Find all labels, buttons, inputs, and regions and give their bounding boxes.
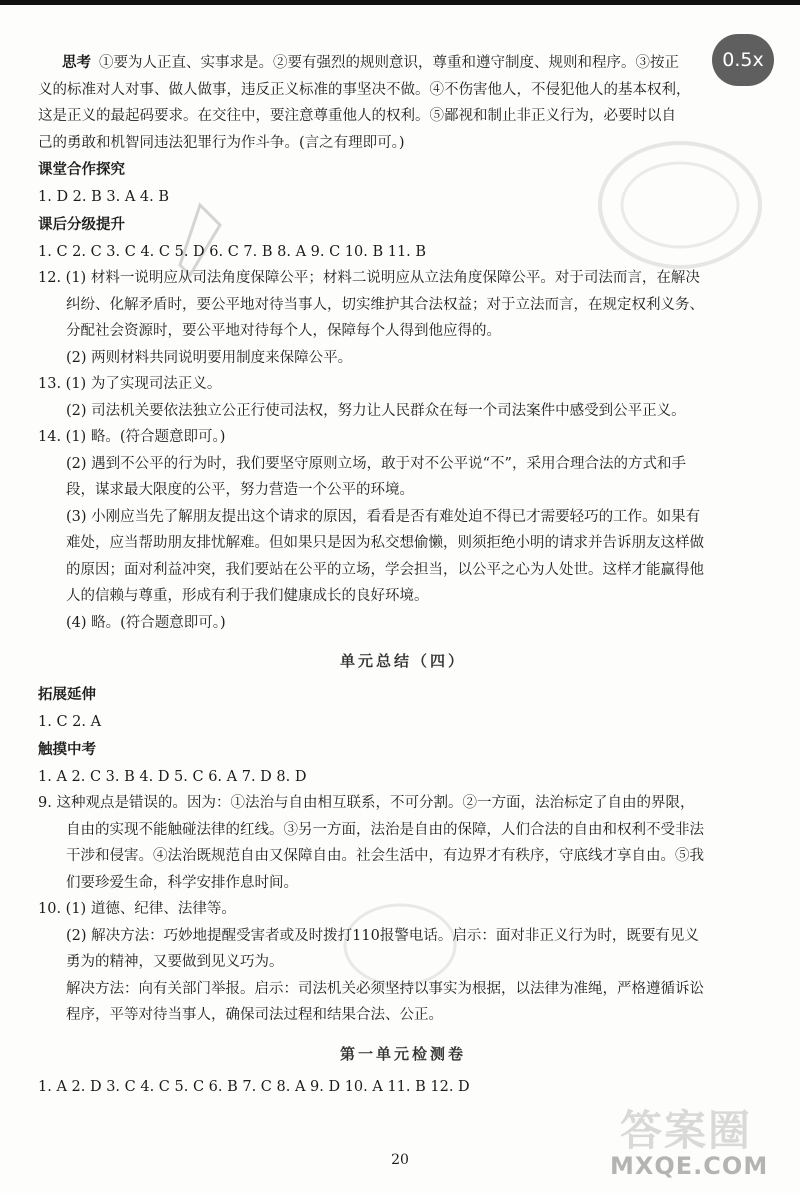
q9-line: 们要珍爱生命，科学安排作息时间。 [66,874,298,891]
q14-line: 人的信赖与尊重，形成有利于我们健康成长的良好环境。 [66,588,429,604]
q12-line: 12. (1) 材料一说明应从司法角度保障公平；材料二说明应从立法角度保障公平。对于司法而言，在解决 [38,270,700,286]
q14-line: 的原因；面对利益冲突，我们要站在公平的立场，学会担当，以公平之心为人处世。这样才能赢得他 [66,561,704,578]
answer-line: 1. D 2. B 3. A 4. B [38,189,170,205]
q9-line: 9. 这种观点是错误的。因为：①法治与自由相互联系，不可分割。②一方面，法治标定了自由的界限， [38,795,695,811]
page-number: 20 [391,1152,409,1168]
answer-line: 1. C 2. C 3. C 4. C 5. D 6. C 7. B 8. A 9. C 10. B 11. B [38,243,427,260]
unit-summary-title: 单元总结（四） [339,652,466,670]
q10-line: (2) 解决方法：巧妙地提醒受害者或及时拨打110报警电话。启示：面对非正义行为时，既要有见义 [66,927,699,944]
q14-line: (3) 小刚应当先了解朋友提出这个请求的原因，看看是否有难处迫不得已才需要轻巧的工作。如果有 [66,508,701,525]
zoom-badge[interactable]: 0.5x [712,34,774,86]
top-border [0,0,800,5]
think-label: 思考 [62,55,91,71]
q10-line: 解决方法：向有关部门举报。启示：司法机关必须坚持以事实为根据，以法律为准绳，严格遵循诉讼 [66,980,704,997]
section-heading: 触摸中考 [38,741,96,758]
answer-line: 1. C 2. A [38,714,102,730]
q14-line: (2) 遇到不公平的行为时，我们要坚守原则立场，敢于对不公平说“不”，采用合理合法的方式和手 [66,455,686,472]
think-line: 这是正义的最起码要求。在交往中，要注意尊重他人的权利。⑤鄙视和制止非正义行为，必要时以自 [38,108,676,124]
q9-line: 自由的实现不能触碰法律的红线。③另一方面，法治是自由的保障，人们合法的自由和权利不受非法 [66,821,704,838]
think-line: 己的勇敢和机智同违法犯罪行为作斗争。(言之有理即可。) [38,134,405,151]
think-line: 义的标准对人对事、做人做事，违反正义标准的事坚决不做。④不伤害他人，不侵犯他人的基本权利， [38,81,691,98]
q13-line: (2) 司法机关要依法独立公正行使司法权，努力让人民群众在每一个司法案件中感受到公平正义。 [66,402,686,419]
q9-line: 干涉和侵害。④法治既规范自由又保障自由。社会生活中，有边界才有秩序，守底线才享自由。⑤我 [66,848,704,864]
q14-line: 段，谋求最大限度的公平，努力营造一个公平的环境。 [66,482,414,498]
section-heading: 课后分级提升 [38,216,125,233]
q14-line: 难处，应当帮助朋友排忧解难。但如果只是因为私交想偷懒，则须拒绝小明的请求并告诉朋友这样做 [66,535,704,551]
q12-line: 分配社会资源时，要公平地对待每个人，保障每个人得到他应得的。 [66,323,501,339]
q10-line: 程序，平等对待当事人，确保司法过程和结果合法、公正。 [66,1007,443,1023]
site-watermark: MXQE.COM [610,1152,769,1180]
answer-line: 1. A 2. D 3. C 4. C 5. C 6. B 7. C 8. A 9. D 10. A 11. B 12. D [38,1078,470,1095]
q13-line: 13. (1) 为了实现司法正义。 [38,376,222,392]
q12-line: 纠纷、化解矛盾时，要公平地对待当事人，切实维护其合法权益；对于立法而言，在规定权利义务、 [66,296,704,313]
q14-line: 14. (1) 略。(符合题意即可。) [38,429,226,445]
unit-test-title: 第一单元检测卷 [339,1044,466,1063]
q10-line: 10. (1) 道德、纪律、法律等。 [38,901,236,917]
think-paragraph [38,50,768,77]
q14-line: (4) 略。(符合题意即可。) [66,614,226,631]
section-heading: 拓展延伸 [38,687,96,703]
q10-line: 勇为的精神，又要做到见义巧为。 [66,954,284,970]
section-heading: 课堂合作探究 [38,162,125,178]
answer-line: 1. A 2. C 3. B 4. D 5. C 6. A 7. D 8. D [38,768,307,785]
brand-watermark: 答案圈 [620,1106,753,1155]
answer-page [38,50,768,1100]
q12-line: (2) 两则材料共同说明要用制度来保障公平。 [66,349,353,366]
think-line: ①要为人正直、实事求是。②要有强烈的规则意识，尊重和遵守制度、规则和程序。③按正 [99,55,679,71]
